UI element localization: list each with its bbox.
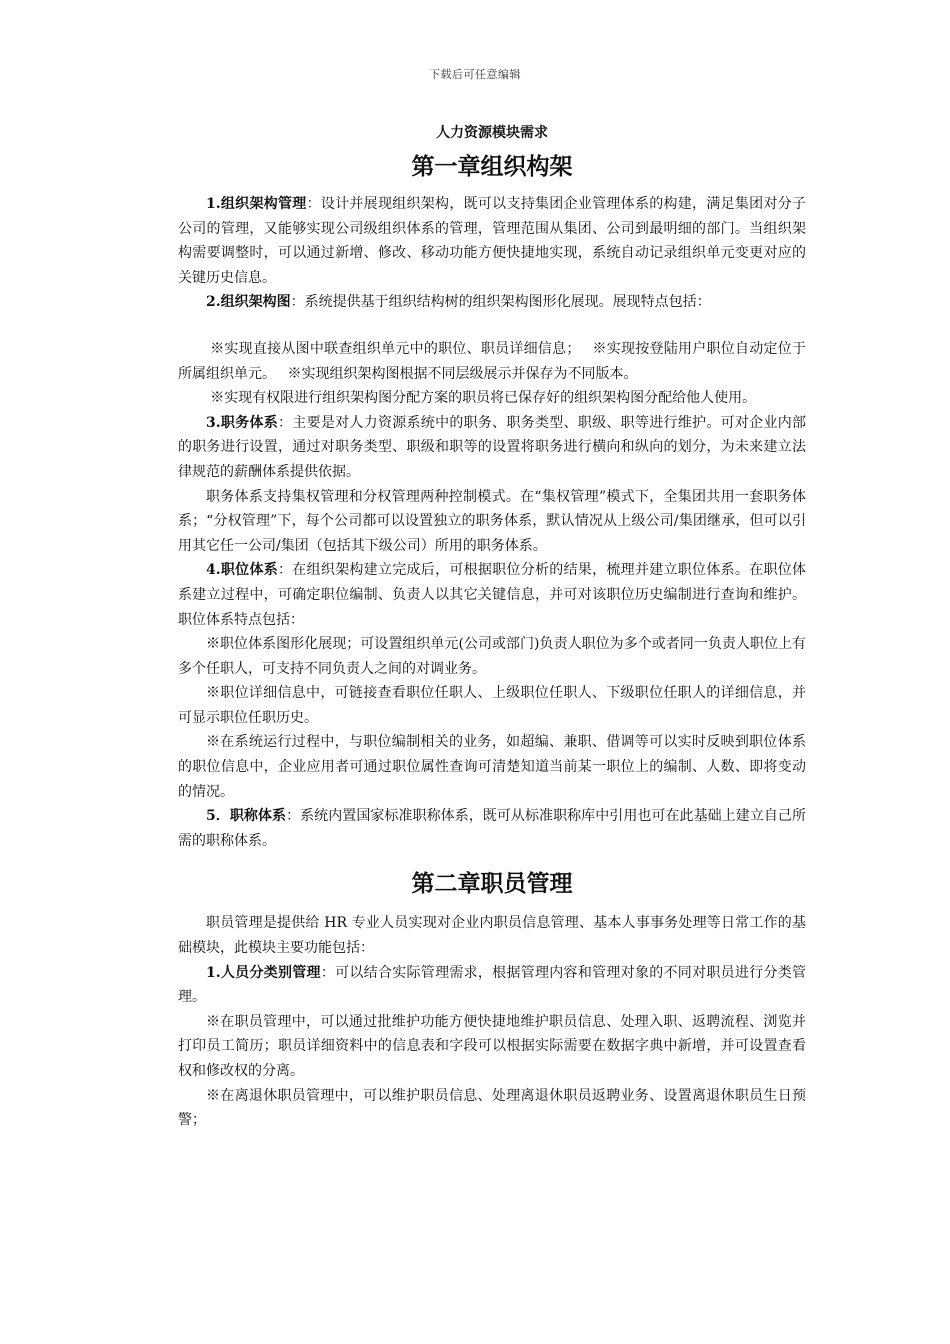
section-org-chart — [178, 290, 806, 315]
note-paragraph: ※实现直接从图中联查组织单元中的职位、职员详细信息； ※实现按登陆用户职位自动定位于所属组织单元。 ※实现组织架构图根据不同层级展示并保存为不同版本。 — [178, 340, 806, 382]
section-text: ：主要是对人力资源系统中的职务、职务类型、职级、职等进行维护。可对企业内部的职务进行设置，通过对职务类型、职级和职等的设置将职务进行横向和纵向的划分，为未来建立法律规范的薪酬体系提供依据。 — [178, 414, 807, 480]
chapter-2-heading: 第二章职员管理 — [411, 871, 573, 898]
section-staff-classification — [178, 961, 806, 1010]
section-org-structure — [178, 192, 806, 290]
note-paragraph: ※职位详细信息中，可链接查看职位任职人、上级职位任职人、下级职位任职人的详细信息，并可显示职位任职历史。 — [178, 685, 806, 726]
note-paragraph: ※实现有权限进行组织架构图分配方案的职员将已保存好的组织架构图分配给他人使用。 — [210, 390, 757, 407]
section-lead: 5．职称体系 — [206, 808, 287, 825]
body-paragraph: 职员管理是提供给 HR 专业人员实现对企业内职员信息管理、基本人事事务处理等日常工作的基础模块，此模块主要功能包括： — [178, 915, 806, 957]
page-header: 下载后可任意编辑 — [429, 68, 521, 81]
note-paragraph: ※职位体系图形化展现；可设置组织单元(公司或部门)负责人职位为多个或者同一负责人职位上有多个任职人，可支持不同负责人之间的对调业务。 — [178, 636, 806, 677]
section-lead: 1.人员分类别管理 — [206, 964, 321, 981]
chapter-1-heading: 第一章组织构架 — [411, 154, 573, 180]
section-lead: 2.组织架构图 — [206, 294, 291, 311]
section-lead: 3.职务体系 — [206, 414, 279, 431]
body-paragraph: 职务体系支持集权管理和分权管理两种控制模式。在“集权管理”模式下，全集团共用一套职务体系；“分权管理”下，每个公司都可以设置独立的职务体系，默认情况从上级公司/集团继承，但可以引用其它任一公司/集团（包括其下级公司）所用的职务体系。 — [178, 488, 806, 554]
section-duty-system — [178, 411, 806, 485]
note-paragraph: ※在系统运行过程中，与职位编制相关的业务，如超编、兼职、借调等可以实时反映到职位体系的职位信息中，企业应用者可通过职位属性查询可清楚知道当前某一职位上的编制、人数、即将变动的情况。 — [178, 734, 806, 800]
section-text: ：可以结合实际管理需求，根据管理内容和管理对象的不同对职员进行分类管理。 — [178, 964, 806, 1006]
section-title-system — [178, 804, 806, 853]
section-lead: 1.组织架构管理 — [206, 196, 307, 212]
document-title: 人力资源模块需求 — [436, 125, 548, 141]
note-paragraph: ※在职员管理中，可以通过批维护功能方便快捷地维护职员信息、处理入职、返聘流程、浏览并打印员工简历；职员详细资料中的信息表和字段可以根据实际需要在数据字典中新增，并可设置查看权和修改权的分离。 — [178, 1013, 806, 1079]
section-position-system — [178, 558, 806, 632]
section-text: ：系统内置国家标准职称体系，既可从标准职称库中引用也可在此基础上建立自己所需的职称体系。 — [178, 808, 806, 849]
section-lead: 4.职位体系 — [206, 562, 279, 579]
section-text: ：在组织架构建立完成后，可根据职位分析的结果，梳理并建立职位体系。在职位体系建立过程中，可确定职位编制、负责人以其它关键信息，并可对该职位历史编制进行查询和维护。职位体系特点包括： — [178, 562, 807, 628]
section-text: ：系统提供基于组织结构树的组织架构图形化展现。展现特点包括： — [290, 294, 711, 311]
section-text: ：设计并展现组织架构，既可以支持集团企业管理体系的构建，满足集团对分子公司的管理，又能够实现公司级组织体系的管理，管理范围从集团、公司到最明细的部门。当组织架构需要调整时，可以通过新增、修改、移动功能方便快捷地实现，系统自动记录组织单元变更对应的关键历史信息。 — [178, 196, 806, 286]
document-body — [178, 122, 806, 1133]
note-paragraph: ※在离退休职员管理中，可以维护职员信息、处理离退休职员返聘业务、设置离退休职员生日预警； — [178, 1087, 806, 1129]
